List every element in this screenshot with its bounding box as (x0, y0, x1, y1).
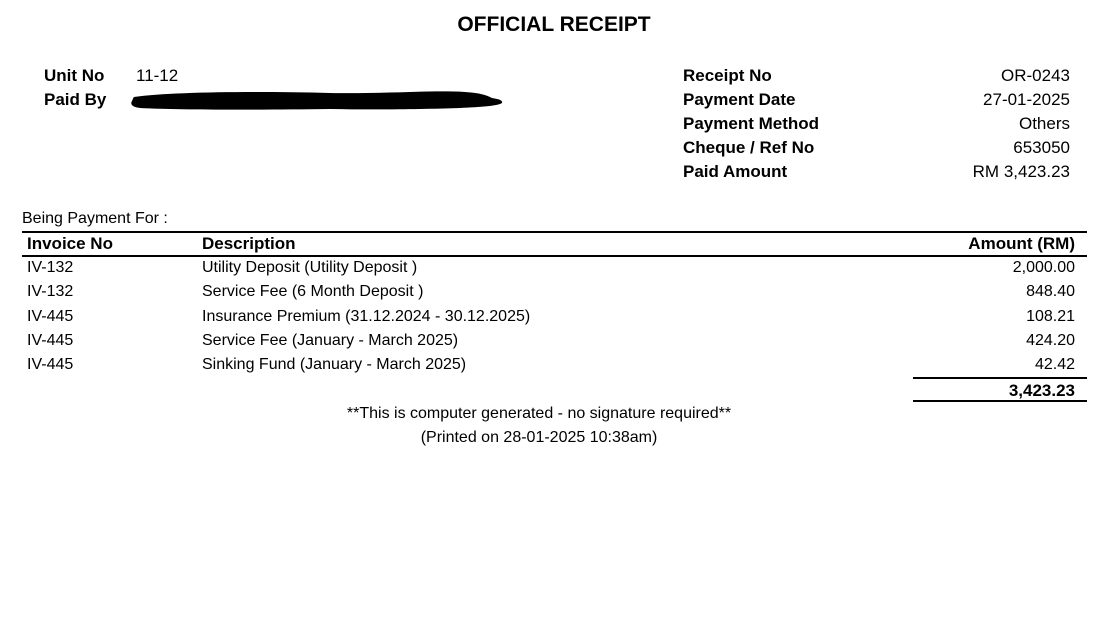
row-5-description: Sinking Fund (January - March 2025) (202, 356, 467, 373)
receipt-no-value: OR-0243 (1001, 66, 1070, 85)
table-top-rule (22, 231, 1087, 233)
total-amount: 3,423.23 (1008, 381, 1075, 400)
redaction-mark (130, 88, 503, 112)
row-5-amount: 42.42 (1034, 356, 1075, 373)
row-3-amount: 108.21 (1026, 308, 1075, 325)
cheque-ref-value: 653050 (1013, 138, 1070, 157)
row-3-invoice: IV-445 (27, 308, 74, 325)
row-1-invoice: IV-132 (27, 259, 74, 276)
row-5-invoice: IV-445 (27, 356, 74, 373)
receipt-title: OFFICIAL RECEIPT (457, 13, 651, 36)
payment-method-value: Others (1018, 114, 1070, 133)
being-payment-for-label: Being Payment For : (22, 210, 168, 227)
row-1-description: Utility Deposit (Utility Deposit ) (202, 259, 418, 276)
row-2-description: Service Fee (6 Month Deposit ) (202, 283, 424, 300)
receipt-no-label: Receipt No (683, 66, 772, 85)
paid-by-label: Paid By (44, 90, 107, 109)
header-bottom-rule (22, 255, 1087, 257)
row-4-invoice: IV-445 (27, 332, 74, 349)
header-invoice-no: Invoice No (27, 234, 113, 253)
unit-no-label: Unit No (44, 66, 105, 85)
row-1-amount: 2,000.00 (1012, 259, 1075, 276)
total-top-rule (913, 377, 1087, 379)
total-bottom-rule (913, 400, 1087, 402)
header-description: Description (202, 234, 296, 253)
unit-no-value: 11-12 (136, 66, 179, 85)
row-4-amount: 424.20 (1026, 332, 1075, 349)
paid-amount-value: RM 3,423.23 (972, 162, 1070, 181)
computer-generated-note: **This is computer generated - no signature required** (346, 405, 732, 422)
cheque-ref-label: Cheque / Ref No (683, 138, 815, 157)
paid-amount-label: Paid Amount (683, 162, 788, 181)
row-2-amount: 848.40 (1026, 283, 1075, 300)
row-2-invoice: IV-132 (27, 283, 74, 300)
payment-date-label: Payment Date (683, 90, 796, 109)
payment-date-value: 27-01-2025 (983, 90, 1070, 109)
payment-method-label: Payment Method (683, 114, 820, 133)
printed-on-note: (Printed on 28-01-2025 10:38am) (420, 429, 658, 446)
row-4-description: Service Fee (January - March 2025) (202, 332, 459, 349)
header-amount: Amount (RM) (968, 234, 1075, 253)
row-3-description: Insurance Premium (31.12.2024 - 30.12.2025) (202, 308, 531, 325)
